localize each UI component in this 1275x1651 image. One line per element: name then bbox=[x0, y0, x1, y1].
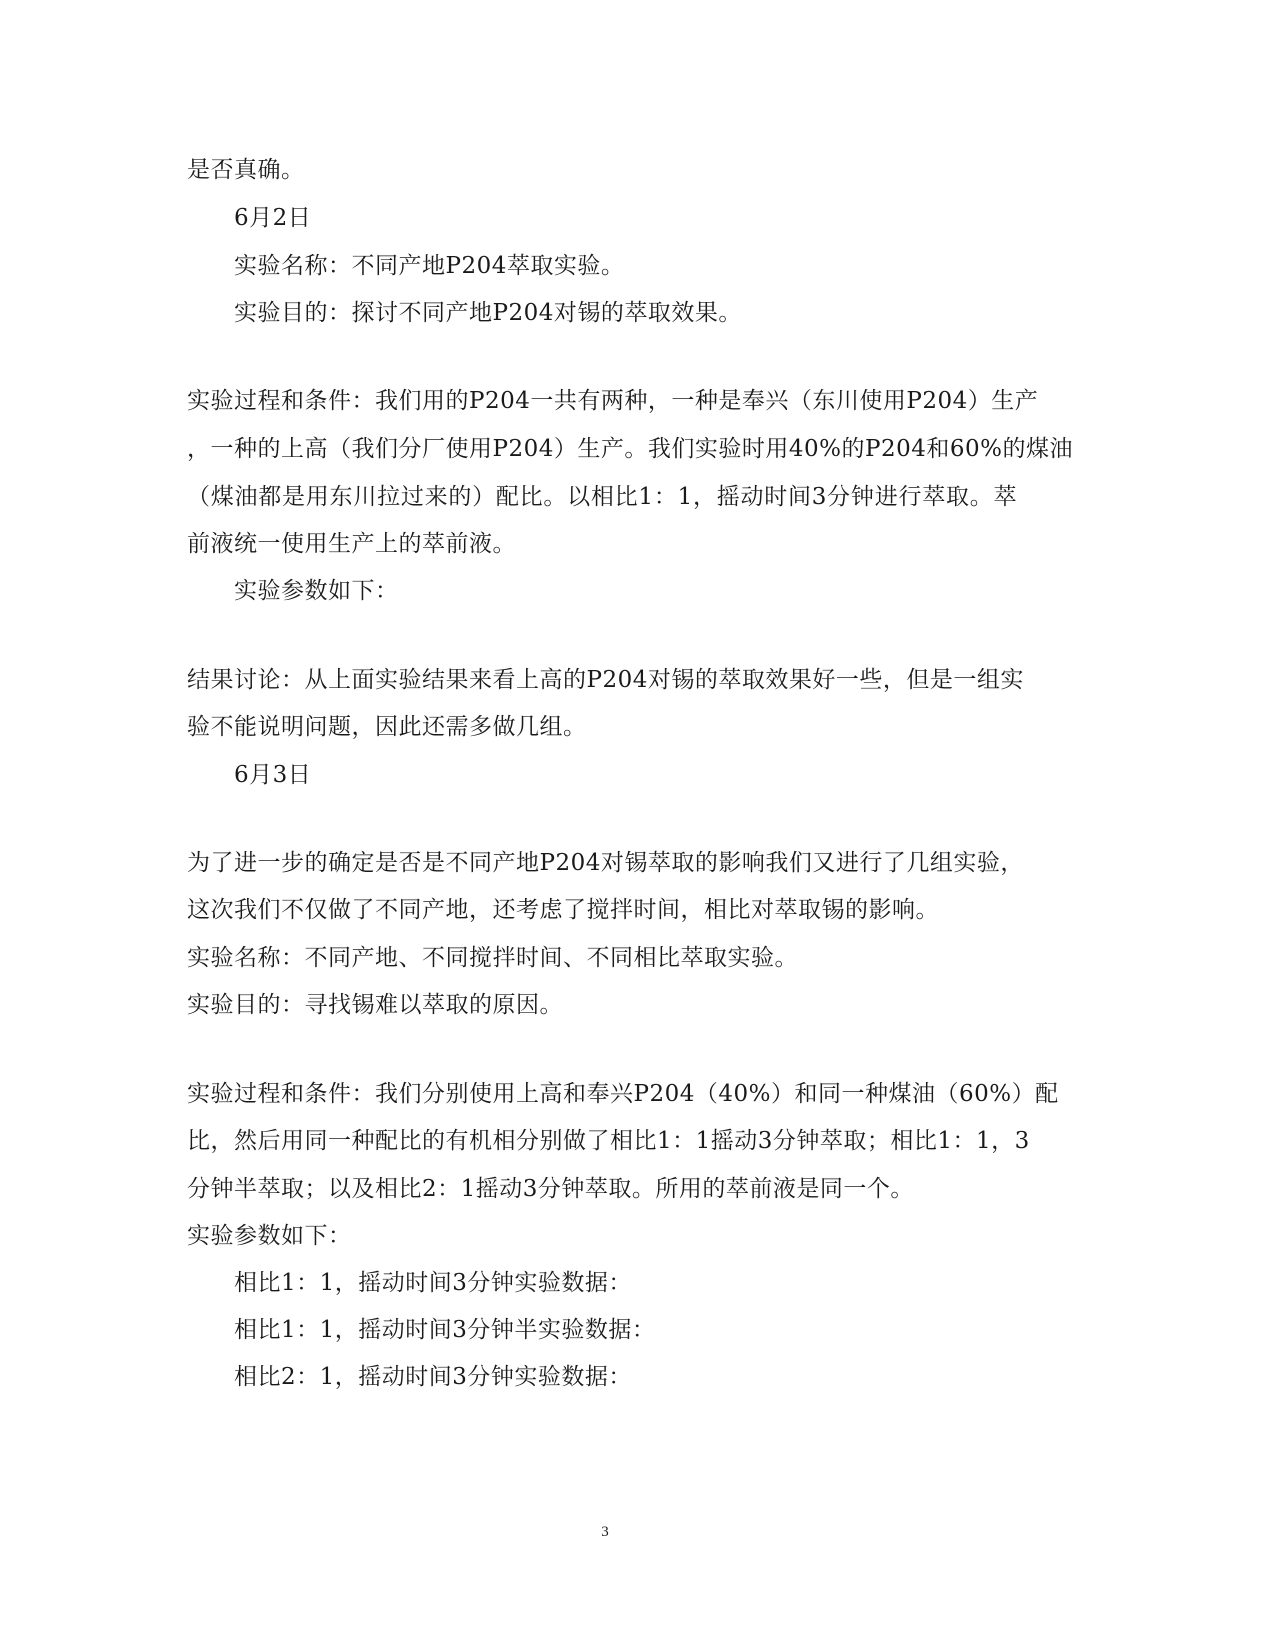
text-line: 实验过程和条件：我们用的P204一共有两种，一种是奉兴（东川使用P204）生产 bbox=[187, 388, 1039, 414]
parameters-label: 实验参数如下： bbox=[187, 1223, 352, 1249]
parameters-label: 实验参数如下： bbox=[234, 578, 399, 604]
data-caption: 相比1：1，摇动时间3分钟半实验数据： bbox=[234, 1317, 656, 1343]
experiment-purpose: 实验目的：寻找锡难以萃取的原因。 bbox=[187, 992, 563, 1018]
data-caption: 相比1：1，摇动时间3分钟实验数据： bbox=[234, 1270, 632, 1296]
date-heading: 6月3日 bbox=[234, 762, 312, 788]
text-line: 为了进一步的确定是否是不同产地P204对锡萃取的影响我们又进行了几组实验， bbox=[187, 850, 1024, 876]
experiment-name: 实验名称：不同产地P204萃取实验。 bbox=[234, 253, 625, 279]
text-line: 是否真确。 bbox=[187, 157, 305, 183]
text-line: ，一种的上高（我们分厂使用P204）生产。我们实验时用40%的P204和60%的煤油 bbox=[187, 436, 1073, 462]
experiment-purpose: 实验目的：探讨不同产地P204对锡的萃取效果。 bbox=[234, 300, 742, 326]
data-caption: 相比2：1，摇动时间3分钟实验数据： bbox=[234, 1364, 632, 1390]
text-line: （煤油都是用东川拉过来的）配比。以相比1：1，摇动时间3分钟进行萃取。萃 bbox=[187, 484, 1017, 510]
text-line: 分钟半萃取；以及相比2：1摇动3分钟萃取。所用的萃前液是同一个。 bbox=[187, 1176, 914, 1202]
page-number: 3 bbox=[601, 1524, 609, 1540]
text-line: 实验过程和条件：我们分别使用上高和奉兴P204（40%）和同一种煤油（60%）配 bbox=[187, 1081, 1059, 1107]
text-line: 结果讨论：从上面实验结果来看上高的P204对锡的萃取效果好一些，但是一组实 bbox=[187, 667, 1024, 693]
experiment-name: 实验名称：不同产地、不同搅拌时间、不同相比萃取实验。 bbox=[187, 945, 798, 971]
text-line: 验不能说明问题，因此还需多做几组。 bbox=[187, 714, 587, 740]
text-line: 这次我们不仅做了不同产地，还考虑了搅拌时间，相比对萃取锡的影响。 bbox=[187, 897, 939, 923]
text-line: 比，然后用同一种配比的有机相分别做了相比1：1摇动3分钟萃取；相比1：1，3 bbox=[187, 1128, 1030, 1154]
text-line: 前液统一使用生产上的萃前液。 bbox=[187, 531, 516, 557]
date-heading: 6月2日 bbox=[234, 205, 312, 231]
